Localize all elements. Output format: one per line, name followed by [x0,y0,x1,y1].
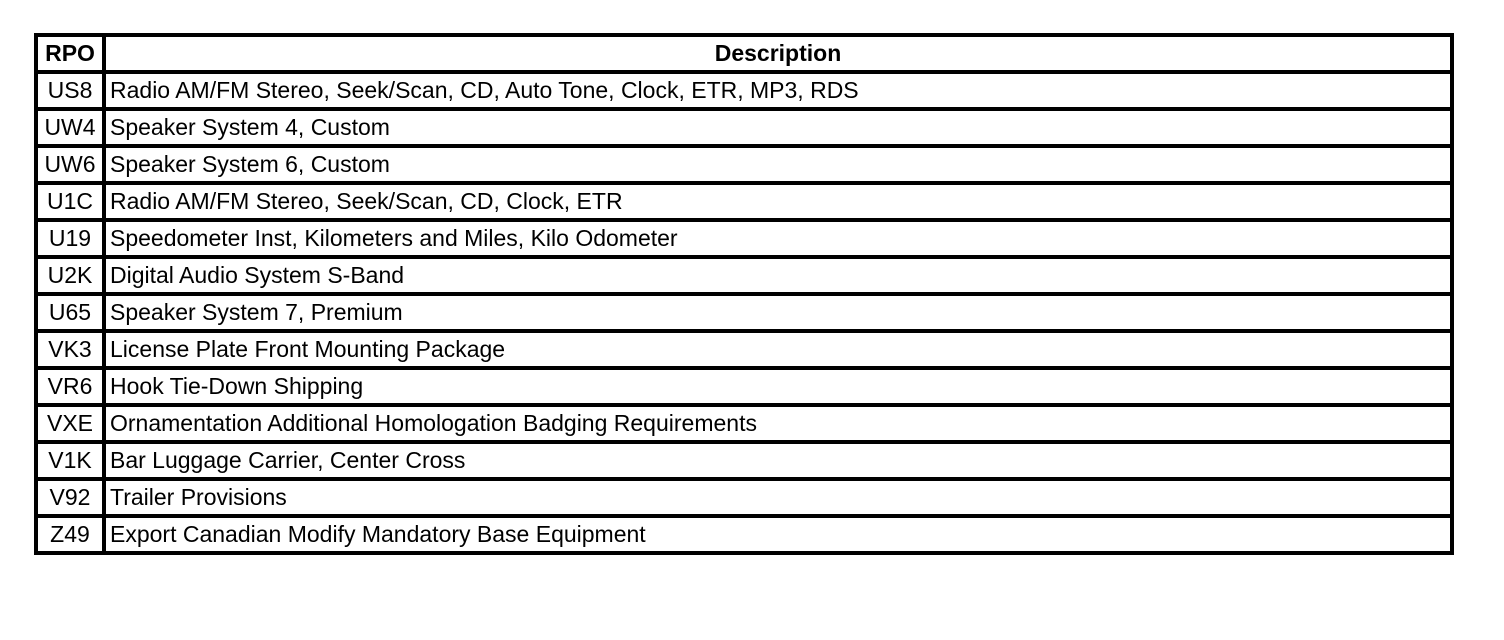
rpo-code-cell: UW6 [36,146,104,183]
table-row [36,368,1452,405]
description-cell: Speaker System 7, Premium [104,294,1452,331]
rpo-code-cell: US8 [36,72,104,109]
description-cell: Speaker System 4, Custom [104,109,1452,146]
table-row [36,294,1452,331]
table-row [36,516,1452,553]
table-row [36,109,1452,146]
rpo-code-cell: U19 [36,220,104,257]
header-description: Description [104,35,1452,72]
description-cell: Trailer Provisions [104,479,1452,516]
table-row [36,331,1452,368]
header-rpo: RPO [36,35,104,72]
rpo-code-cell: U2K [36,257,104,294]
description-cell: License Plate Front Mounting Package [104,331,1452,368]
table-row [36,442,1452,479]
table-header-row [36,35,1452,72]
table-row [36,479,1452,516]
description-cell: Speaker System 6, Custom [104,146,1452,183]
description-cell: Bar Luggage Carrier, Center Cross [104,442,1452,479]
table-row [36,183,1452,220]
table-row [36,220,1452,257]
rpo-code-cell: VXE [36,405,104,442]
table-row [36,405,1452,442]
table-row [36,257,1452,294]
rpo-code-cell: V92 [36,479,104,516]
table-body [36,72,1452,553]
rpo-code-cell: V1K [36,442,104,479]
table-row [36,72,1452,109]
description-cell: Radio AM/FM Stereo, Seek/Scan, CD, Auto Tone, Clock, ETR, MP3, RDS [104,72,1452,109]
description-cell: Speedometer Inst, Kilometers and Miles, Kilo Odometer [104,220,1452,257]
description-cell: Radio AM/FM Stereo, Seek/Scan, CD, Clock, ETR [104,183,1452,220]
description-cell: Hook Tie-Down Shipping [104,368,1452,405]
rpo-code-cell: UW4 [36,109,104,146]
table-row [36,146,1452,183]
description-cell: Export Canadian Modify Mandatory Base Equipment [104,516,1452,553]
rpo-code-cell: Z49 [36,516,104,553]
rpo-code-cell: VR6 [36,368,104,405]
description-cell: Digital Audio System S-Band [104,257,1452,294]
rpo-code-cell: VK3 [36,331,104,368]
rpo-code-cell: U1C [36,183,104,220]
description-cell: Ornamentation Additional Homologation Badging Requirements [104,405,1452,442]
rpo-code-cell: U65 [36,294,104,331]
rpo-table [34,33,1454,555]
